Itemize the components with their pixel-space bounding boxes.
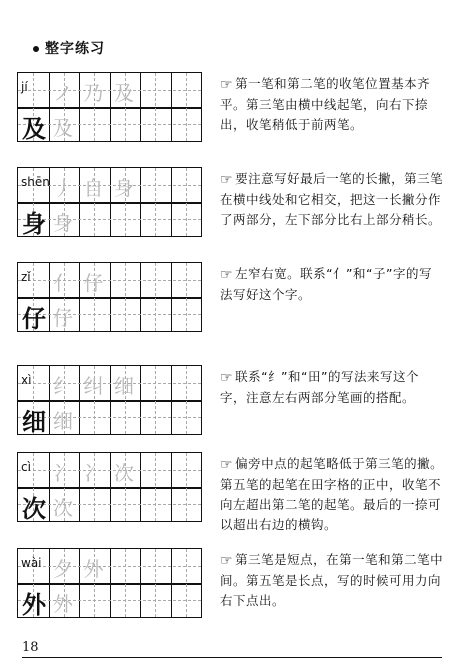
grid-guide — [155, 73, 156, 141]
grid-cell-line — [140, 263, 141, 331]
trace-character: 乃 — [83, 81, 104, 105]
writing-tip-text: 要注意写好最后一笔的长撇，第三笔在横中线处和它相交，把这一长撇分作了两部分，左下部分比右上部分稍长。 — [220, 171, 444, 227]
model-character: 身 — [22, 209, 46, 238]
trace-character: 冫 — [53, 461, 73, 485]
pinyin: xì — [21, 373, 32, 387]
trace-character: 次 — [53, 496, 73, 520]
grid-guide — [186, 73, 187, 141]
grid-guide — [155, 549, 156, 617]
writing-tip — [220, 264, 444, 305]
trace-character: 外 — [53, 592, 73, 616]
trace-character: ノ — [53, 81, 73, 105]
grid-cell-line — [171, 168, 172, 236]
pointing-hand-icon: ☞ — [220, 172, 234, 188]
trace-character: 细 — [114, 374, 134, 398]
pinyin: zǐ — [21, 270, 31, 284]
trace-character: 身 — [53, 211, 73, 235]
pinyin: shēn — [21, 175, 50, 189]
pinyin: wài — [21, 556, 42, 570]
grid-guide — [186, 366, 187, 434]
trace-character: 仔 — [83, 271, 104, 295]
bullet-dot — [33, 46, 39, 52]
pinyin: jí — [21, 80, 28, 94]
writing-tip-text: 左窄右宽。联系“亻”和“子”字的写法写好这个字。 — [220, 266, 432, 302]
writing-tip-text: 第三笔是短点，在第一笔和第二笔中间。第五笔是长点，写的时候可用力向右下点出。 — [220, 552, 444, 608]
grid-cell-line — [171, 73, 172, 141]
trace-character: 及 — [114, 81, 134, 105]
grid-guide — [186, 168, 187, 236]
trace-character: 亻 — [53, 271, 73, 295]
writing-tip — [220, 367, 444, 408]
writing-tip-text: 第一笔和第二笔的收笔位置基本齐平。第三笔由横中线起笔，向右下捺出，收笔稍低于前两笔。 — [220, 76, 431, 132]
section-title — [33, 38, 105, 58]
grid-guide — [186, 549, 187, 617]
writing-tip — [220, 74, 444, 135]
grid-cell-line — [140, 453, 141, 521]
writing-tip — [220, 454, 444, 535]
trace-character: 身 — [114, 176, 134, 200]
trace-character: 纟 — [53, 374, 73, 398]
trace-character: 丿 — [53, 176, 73, 200]
pointing-hand-icon: ☞ — [220, 267, 234, 283]
pointing-hand-icon: ☞ — [220, 77, 234, 93]
model-character: 外 — [22, 590, 46, 619]
pointing-hand-icon: ☞ — [220, 553, 234, 569]
grid-guide — [155, 453, 156, 521]
grid-guide — [155, 168, 156, 236]
model-character: 及 — [22, 114, 46, 143]
trace-character: 纠 — [83, 374, 104, 398]
grid-guide — [125, 263, 126, 331]
trace-character: 细 — [53, 409, 73, 433]
trace-character: 外 — [83, 557, 104, 581]
grid-cell-line — [140, 73, 141, 141]
writing-tip-text: 偏旁中点的起笔略低于第三笔的撇。第五笔的起笔在田字格的正中，收笔不向左超出第二笔的起笔。最后的一捺可以超出右边的横钩。 — [220, 456, 444, 532]
model-character: 仔 — [22, 304, 46, 333]
section-title-text: 整字练习 — [45, 41, 105, 57]
pointing-hand-icon: ☞ — [220, 370, 234, 386]
grid-cell-line — [171, 263, 172, 331]
grid-cell-line — [140, 168, 141, 236]
pointing-hand-icon: ☞ — [220, 457, 234, 473]
grid-cell-line — [171, 453, 172, 521]
grid-guide — [18, 566, 201, 567]
grid-cell-line — [110, 549, 111, 617]
page-number: 18 — [22, 640, 39, 655]
trace-character: 冫 — [83, 461, 104, 485]
grid-guide — [155, 263, 156, 331]
grid-guide — [155, 366, 156, 434]
bottom-rule — [22, 657, 442, 658]
grid-guide — [18, 280, 201, 281]
writing-tip — [220, 169, 444, 230]
trace-character: 仔 — [53, 306, 73, 330]
trace-character: 自 — [83, 176, 104, 200]
grid-cell-line — [140, 549, 141, 617]
grid-guide — [186, 453, 187, 521]
grid-cell-line — [171, 366, 172, 434]
model-character: 次 — [22, 494, 46, 523]
grid-cell-line — [140, 366, 141, 434]
grid-cell-line — [110, 263, 111, 331]
grid-guide — [186, 263, 187, 331]
grid-guide — [125, 549, 126, 617]
grid-cell-line — [171, 549, 172, 617]
model-character: 细 — [22, 407, 46, 436]
trace-character: 及 — [53, 116, 73, 140]
trace-character: 夕 — [53, 557, 73, 581]
pinyin: cì — [21, 460, 31, 474]
writing-tip-text: 联系“纟”和“田”的写法来写这个字，注意左右两部分笔画的搭配。 — [220, 369, 419, 405]
trace-character: 次 — [114, 461, 134, 485]
writing-tip — [220, 550, 444, 611]
